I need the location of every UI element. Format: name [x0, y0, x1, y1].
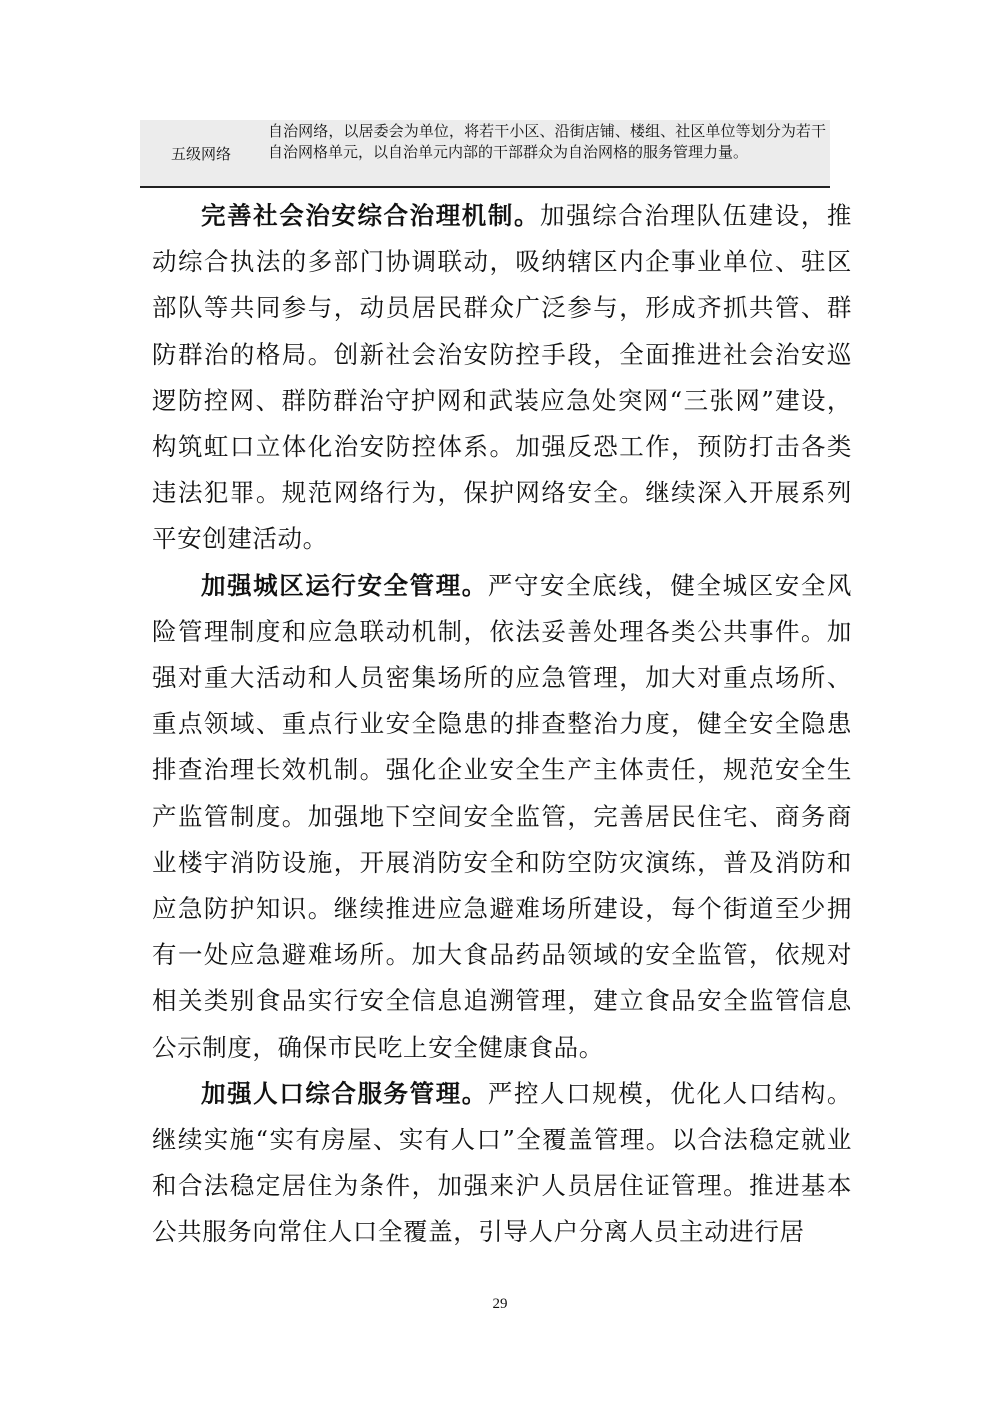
paragraph-text: 严守安全底线，健全城区安全风险管理制度和应急联动机制，依法妥善处理各类公共事件。加强对重大活动和人员密集场所的应急管理，加大对重点场所、重点领域、重点行业安全隐患的排查整治力度，健全安全隐患排查治理长效机制。强化企业安全生产主体责任，规范安全生产监管制度。加强地下空间安全监管，完善居民住宅、商务商业楼宇消防设施，开展消防安全和防空防灾演练，普及消防和应急防护知识。继续推进应急避难场所建设，每个街道至少拥有一处应急避难场所。加大食品药品领域的安全监管，依规对相关类别食品实行安全信息追溯管理，建立食品安全监管信息公示制度，确保市民吃上安全健康食品。: [152, 570, 852, 1062]
table-row-label: 五级网络: [170, 144, 231, 163]
paragraph-text: 加强综合治理队伍建设，推动综合执法的多部门协调联动，吸纳辖区内企事业单位、驻区部队等共同参与，动员居民群众广泛参与，形成齐抓共管、群防群治的格局。创新社会治安防控手段，全面推进社会治安巡逻防控网、群防群治守护网和武装应急处突网“三张网”建设，构筑虹口立体化治安防控体系。加强反恐工作，预防打击各类违法犯罪。规范网络行为，保护网络安全。继续深入开展系列平安创建活动。: [152, 201, 852, 554]
paragraph-city-safety: [152, 563, 852, 1071]
paragraph-security-mechanism: [152, 193, 852, 563]
paragraph-text: 严控人口规模，优化人口结构。继续实施“实有房屋、实有人口”全覆盖管理。以合法稳定就业和合法稳定居住为条件，加强来沪人员居住证管理。推进基本公共服务向常住人口全覆盖，引导人户分离人员主动进行居: [152, 1078, 852, 1247]
paragraph-population-management: [152, 1071, 852, 1256]
network-table-row: [140, 120, 830, 188]
document-body: [152, 193, 852, 1256]
paragraph-heading: 加强人口综合服务管理。: [201, 1078, 488, 1108]
paragraph-heading: 完善社会治安综合治理机制。: [201, 201, 541, 230]
table-row-content: 自治网络，以居委会为单位，将若干小区、沿街店铺、楼组、社区单位等划分为若干自治网格单元，以自治单元内部的干部群众为自治网格的服务管理力量。: [268, 122, 826, 161]
paragraph-heading: 加强城区运行安全管理。: [201, 570, 488, 600]
page-number: 29: [492, 1296, 508, 1312]
